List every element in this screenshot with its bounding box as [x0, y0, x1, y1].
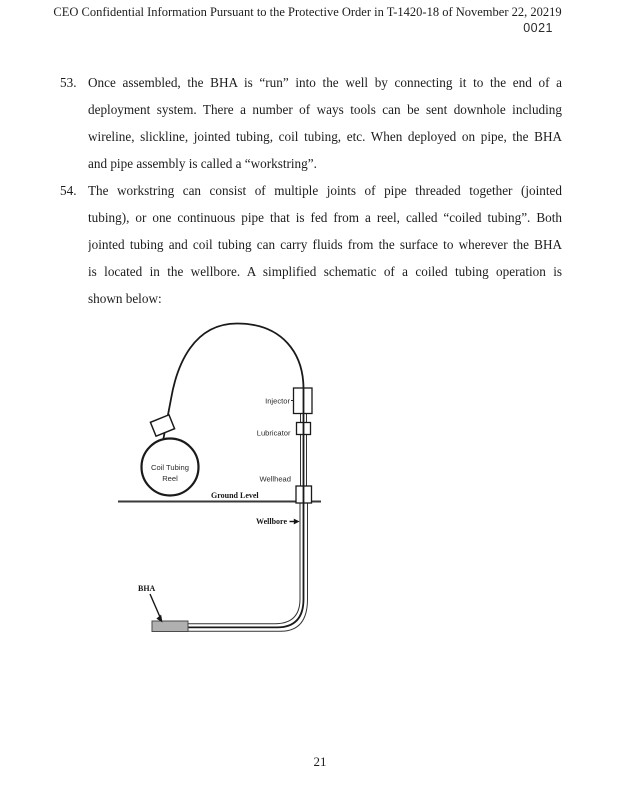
text-line: Once assembled, the BHA is “run” into the well by connecting it to the end of a: [88, 75, 562, 90]
wellbore-casing-outer: [188, 503, 308, 631]
injector-label: Injector: [265, 396, 290, 406]
confidentiality-header: CEO Confidential Information Pursuant to the Protective Order in T-1420-18 of November 22, 20219: [53, 5, 562, 19]
bha-arrow-line: [150, 594, 160, 617]
wellbore-arrow-icon: [294, 519, 300, 525]
text-line: shown below:: [88, 291, 162, 306]
paragraph-text: [88, 69, 562, 177]
bha-label: BHA: [138, 584, 156, 593]
paragraph-53: [60, 69, 562, 177]
bates-number: 0021: [523, 21, 553, 35]
text-line: jointed tubing and coil tubing can carry fluids from the surface to wherever the BHA: [88, 237, 562, 252]
paragraph-number: 54.: [60, 183, 77, 198]
ground-level-label: Ground Level: [211, 491, 259, 500]
text-line: is located in the wellbore. A simplified schematic of a coiled tubing operation is: [88, 264, 562, 279]
reel-label-line1: Coil Tubing: [151, 463, 189, 472]
text-line: and pipe assembly is called a “workstring”.: [88, 156, 317, 171]
wellbore-label: Wellbore: [256, 517, 287, 526]
paragraph-text: [88, 177, 562, 312]
lubricator-label: Lubricator: [256, 428, 291, 438]
paragraph-number: 53.: [60, 75, 77, 90]
page-number: 21: [313, 754, 327, 769]
paragraph-54: [60, 177, 562, 312]
text-line: deployment system. There a number of ways tools can be sent downhole including: [88, 102, 562, 117]
bha-box: [152, 621, 188, 632]
reel-label-line2: Reel: [162, 474, 178, 483]
text-line: The workstring can consist of multiple joints of pipe threaded together (jointed: [88, 183, 562, 198]
wellhead-label: Wellhead: [259, 474, 291, 484]
text-line: tubing), or one continuous pipe that is fed from a reel, called “coiled tubing”. Both: [88, 210, 562, 225]
tubing-guide-block: [150, 415, 174, 436]
coiled-tubing-arc: [163, 324, 304, 442]
coiled-tubing-schematic: [0, 300, 624, 670]
coiled-tubing-string: [186, 388, 304, 627]
text-line: wireline, slickline, jointed tubing, coil tubing, etc. When deployed on pipe, the BHA: [88, 129, 562, 144]
